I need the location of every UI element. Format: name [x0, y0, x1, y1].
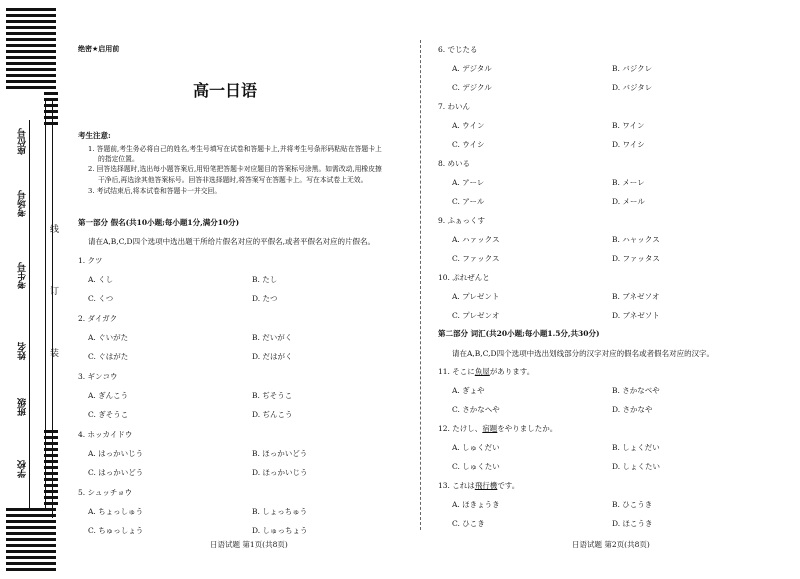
option-d: D. さかなや: [612, 405, 653, 414]
option-d: D. ほこうき: [612, 519, 653, 528]
option-b: B. ほっかいどう: [252, 449, 308, 458]
option-d: D. だはがく: [252, 352, 293, 361]
page-footer-left: 日语试题 第1页(共8页): [210, 540, 288, 549]
option-b: B. たし: [252, 275, 278, 284]
stem-text: 11. そこに: [438, 367, 475, 376]
option-b: B. メーレ: [612, 178, 645, 187]
notice-line: 2. 回答选择题时,选出每小题答案后,用铅笔把答题卡对应题目的答案标号涂黑。如需改动,用橡皮擦: [88, 165, 382, 173]
option-c: C. はっかいどう: [88, 468, 144, 477]
school-label: 学校: [18, 460, 28, 478]
option-d: D. ほっかいじう: [252, 468, 308, 477]
page-title: 高一日语: [192, 81, 257, 100]
option-d: D. ブネゼソト: [612, 311, 660, 320]
option-d: D. メール: [612, 197, 645, 206]
class-label: 班级: [18, 398, 28, 416]
part1-heading: 第一部分 假名(共10小题;每小题1分,满分10分): [78, 218, 240, 227]
question-stem: 3. ギンコウ: [78, 372, 118, 381]
question-stem: 6. でじたる: [438, 45, 478, 54]
option-a: A. ほきょうき: [452, 500, 500, 509]
part2-heading: 第二部分 词汇(共20小题;每小题1.5分,共30分): [438, 329, 600, 338]
option-c: C. くつ: [88, 294, 114, 303]
option-a: A. ちょっしゅう: [88, 507, 144, 516]
option-a: A. アーレ: [452, 178, 485, 187]
question-stem: [438, 423, 557, 434]
option-a: A. はっかいじう: [88, 449, 144, 458]
question-stem: 7. わいん: [438, 102, 471, 111]
option-b: B. しょくだい: [612, 443, 660, 452]
option-b: B. だいがく: [252, 333, 293, 342]
binding-line-glyph: 线: [50, 225, 60, 235]
option-a: A. ウイン: [452, 121, 485, 130]
option-c: C. デジクル: [452, 83, 492, 92]
question-stem: 1. クツ: [78, 256, 103, 265]
stem-text: があります。: [489, 367, 535, 376]
option-b: B. しょっちゅう: [252, 507, 308, 516]
page-divider: [420, 40, 421, 530]
option-a: A. ぐいがた: [88, 333, 129, 342]
confidential-mark: 绝密★启用前: [78, 45, 120, 53]
question-stem: 5. シュッチョウ: [78, 488, 133, 497]
binding-bind-glyph: 装: [50, 349, 60, 359]
option-d: D. しゅっちょう: [252, 526, 308, 535]
option-b: B. ブネゼソオ: [612, 292, 660, 301]
option-c: C. ちゅっしょう: [88, 526, 144, 535]
option-c: C. しゅくたい: [452, 462, 500, 471]
option-c: C. ウイシ: [452, 140, 485, 149]
option-a: A. しゅくだい: [452, 443, 500, 452]
option-b: B. バジクレ: [612, 64, 653, 73]
option-c: C. ファックス: [452, 254, 500, 263]
option-c: C. ぎそうこ: [88, 410, 129, 419]
option-d: D. しょくたい: [612, 462, 661, 471]
option-d: D. たつ: [252, 294, 278, 303]
part1-instruction: 请在A,B,C,D四个选项中选出题干所给片假名对应的平假名,或者平假名对应的片假名。: [88, 237, 375, 246]
option-a: A. ぎょや: [452, 386, 485, 395]
binding-staple-glyph: 订: [50, 287, 60, 297]
option-c: C. さかなへや: [452, 405, 500, 414]
student-number-label: 考生号: [18, 262, 28, 289]
option-c: C. アール: [452, 197, 485, 206]
option-d: D. バジタレ: [612, 83, 653, 92]
notice-line: 1. 答题前,考生务必将自己的姓名,考生号填写在试卷和答题卡上,并将考生号条形码粘贴在答题卡上: [88, 145, 382, 153]
notice-heading: 考生注意:: [78, 131, 111, 140]
option-b: B. ハャックス: [612, 235, 660, 244]
exam-room-label: 考场号: [18, 190, 28, 217]
option-b: B. ワイン: [612, 121, 645, 130]
stem-text: 12. たけし、: [438, 424, 483, 433]
option-d: D. ワイシ: [612, 140, 645, 149]
option-b: B. ひこうき: [612, 500, 653, 509]
option-c: C. ひこき: [452, 519, 485, 528]
question-stem: 8. めいる: [438, 159, 471, 168]
option-b: B. ぢそうこ: [252, 391, 293, 400]
name-label: 姓名: [18, 342, 28, 360]
page-footer-right: 日语试题 第2页(共8页): [572, 540, 650, 549]
stem-underlined: 魚屋: [474, 367, 490, 376]
notice-line: 3. 考试结束后,将本试卷和答题卡一并交回。: [88, 187, 222, 195]
question-stem: 10. ぷれぜんと: [438, 273, 490, 282]
seat-number-label: 座位号: [18, 128, 28, 155]
option-a: A. プレゼント: [452, 292, 500, 301]
option-a: A. ハァックス: [452, 235, 500, 244]
part2-instruction: 请在A,B,C,D四个选项中选出划线部分的汉字对应的假名或者假名对应的汉字。: [452, 349, 715, 358]
question-stem: 9. ふぁっくす: [438, 216, 486, 225]
question-stem: [438, 480, 519, 491]
stem-text: です。: [497, 481, 520, 490]
option-a: A. デジタル: [452, 64, 492, 73]
option-b: B. さかなべや: [612, 386, 660, 395]
notice-line: 干净后,再选涂其他答案标号。回答非选择题时,将答案写在答题卡上。写在本试卷上无效。: [98, 176, 368, 184]
option-d: D. ぢんこう: [252, 410, 293, 419]
notice-line: 的指定位置。: [98, 155, 139, 163]
stem-text: 13. これは: [438, 481, 475, 490]
question-stem: 4. ホッカイドウ: [78, 430, 133, 439]
question-stem: 2. ダイガク: [78, 314, 118, 323]
question-stem: [438, 366, 534, 377]
stem-text: をやりましたか。: [497, 424, 558, 433]
option-c: C. ぐはがた: [88, 352, 129, 361]
option-a: A. くし: [88, 275, 114, 284]
option-c: C. プレゼンオ: [452, 311, 500, 320]
stem-underlined: 飛行機: [474, 481, 498, 490]
option-a: A. ぎんこう: [88, 391, 129, 400]
option-d: D. ファッタス: [612, 254, 660, 263]
stem-underlined: 宿題: [482, 424, 498, 433]
